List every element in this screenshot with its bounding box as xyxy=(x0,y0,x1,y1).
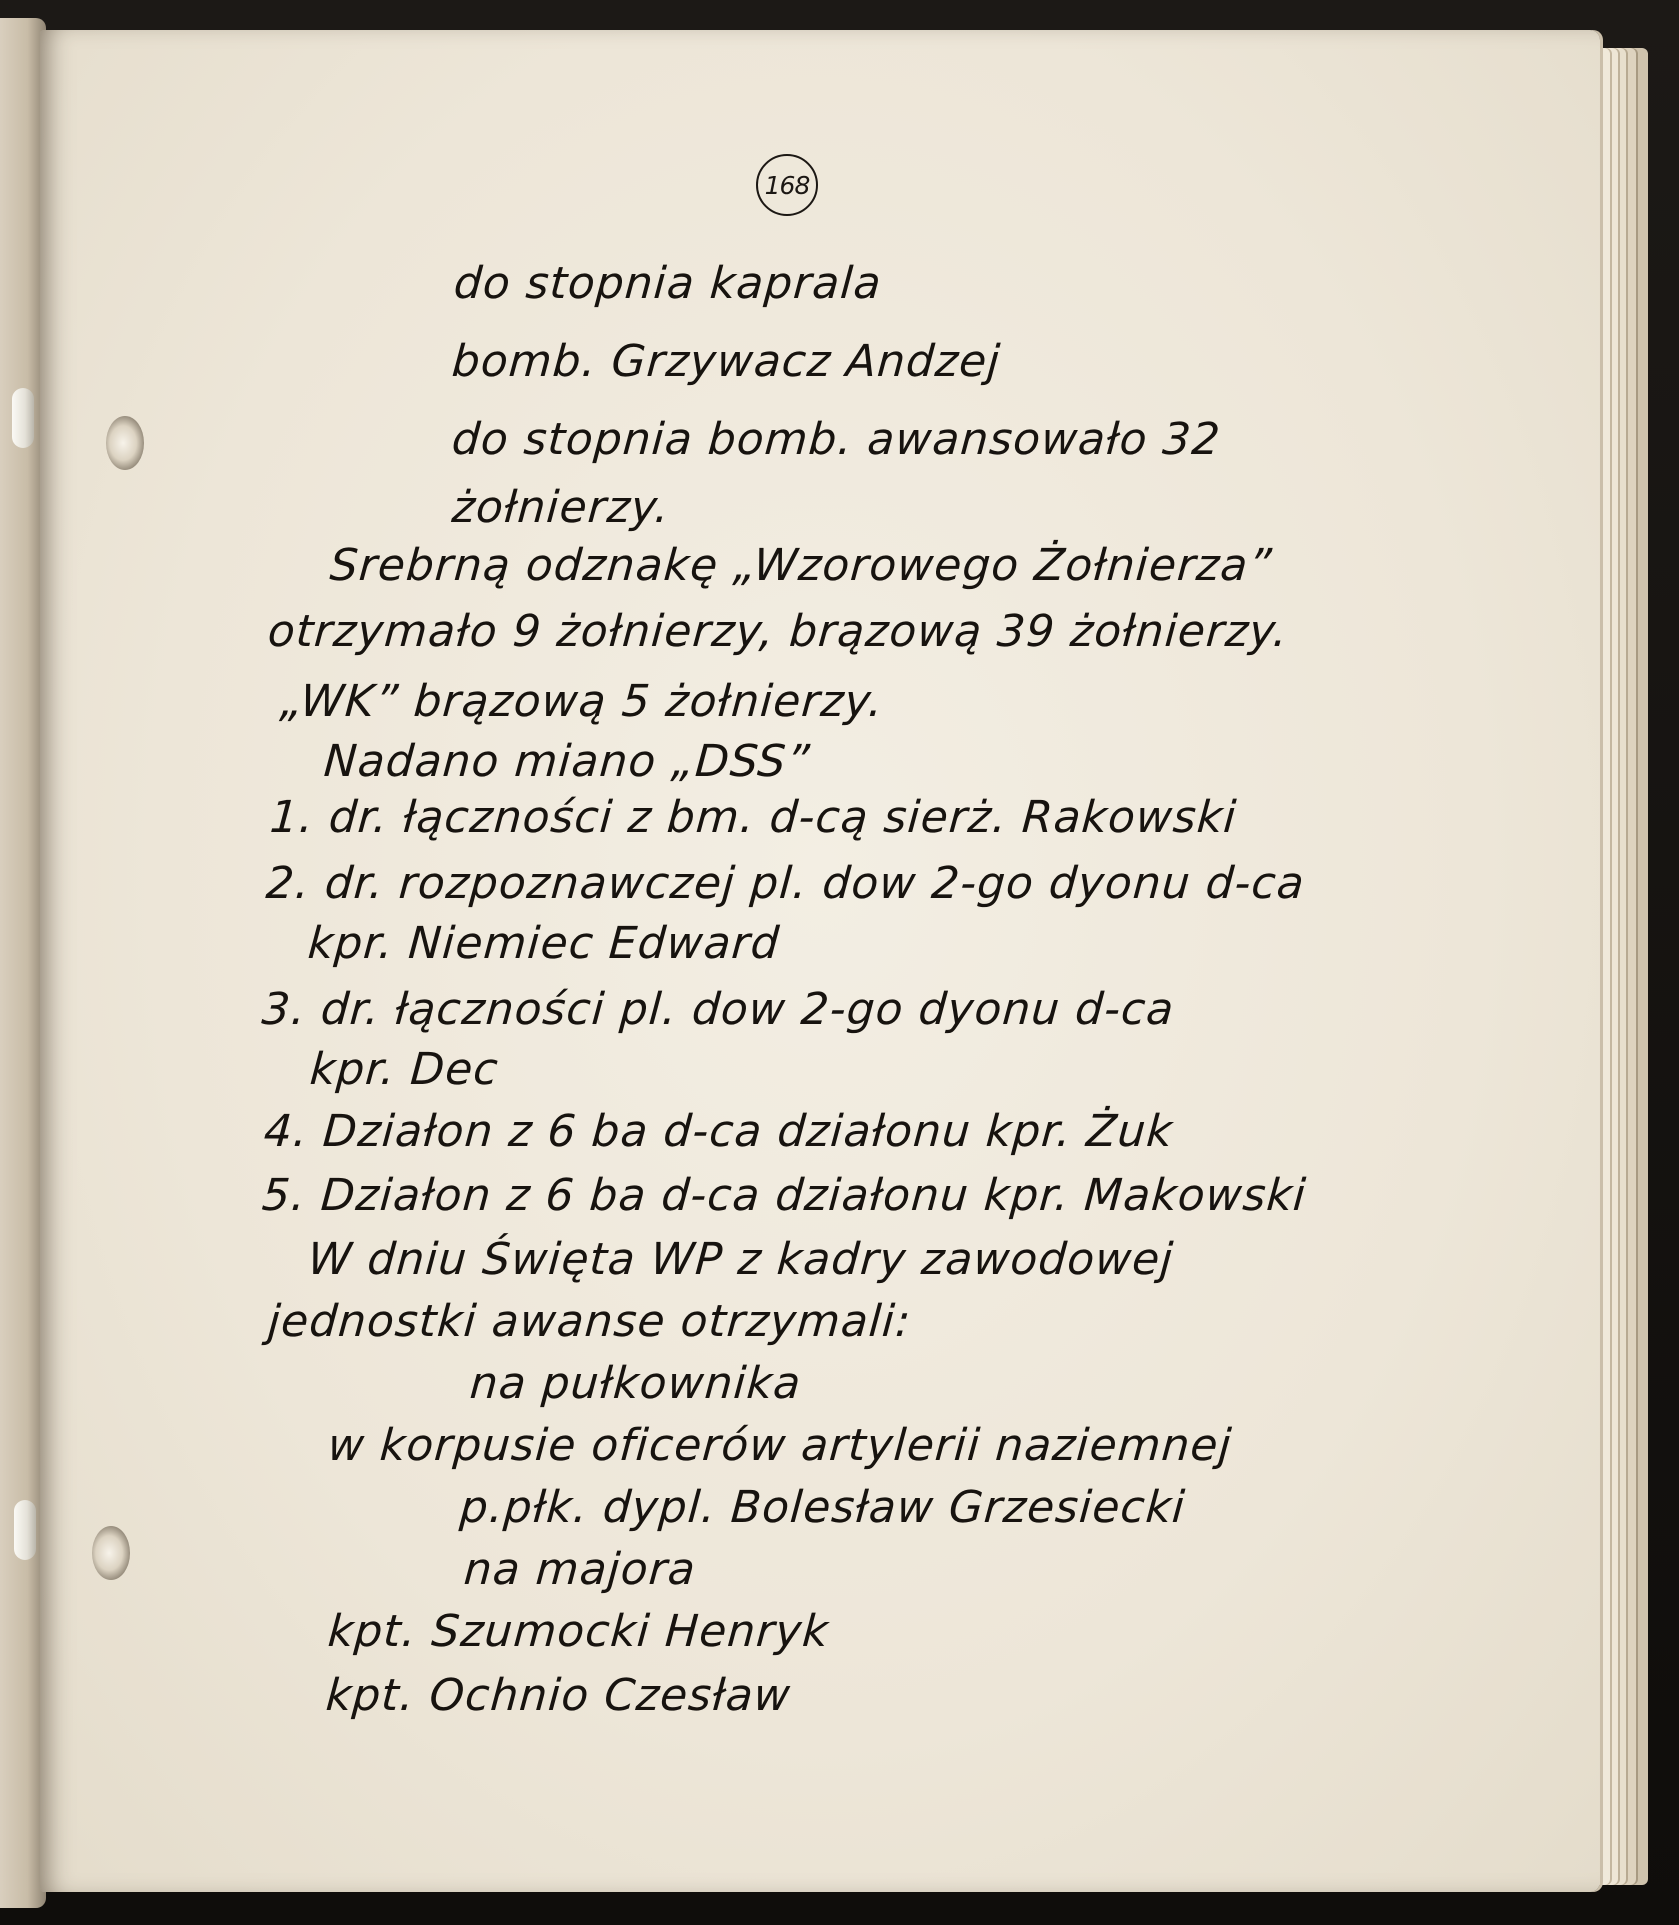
text-line: 1. dr. łączności z bm. d-cą sierż. Rakowski xyxy=(268,792,1239,843)
text-line: jednostki awanse otrzymali: xyxy=(266,1296,913,1347)
text-line: „WK” brązową 5 żołnierzy. xyxy=(278,676,886,727)
text-line: 2. dr. rozpoznawczej pl. dow 2-go dyonu d-ca xyxy=(264,858,1307,909)
text-line: Srebrną odznakę „Wzorowego Żołnierza” xyxy=(328,540,1274,591)
handwritten-page xyxy=(40,30,1600,1892)
text-line: do stopnia kaprala xyxy=(452,258,884,309)
text-line: bomb. Grzywacz Andzej xyxy=(450,336,1003,387)
text-line: W dniu Święta WP z kadry zawodowej xyxy=(306,1234,1176,1285)
text-line: otrzymało 9 żołnierzy, brązową 39 żołnierzy. xyxy=(266,606,1290,657)
binder-ring xyxy=(12,388,34,448)
text-line: żołnierzy. xyxy=(450,482,672,533)
punch-hole xyxy=(92,1526,130,1580)
punch-hole xyxy=(106,416,144,470)
text-line: kpt. Szumocki Henryk xyxy=(326,1606,831,1657)
text-line: kpt. Ochnio Czesław xyxy=(324,1670,793,1721)
binder-ring xyxy=(14,1500,36,1560)
text-line: w korpusie oficerów artylerii naziemnej xyxy=(326,1420,1234,1471)
text-line: Nadano miano „DSS” xyxy=(322,736,812,787)
text-line: kpr. Dec xyxy=(308,1044,501,1095)
text-line: 5. Działon z 6 ba d-ca działonu kpr. Makowski xyxy=(260,1170,1309,1221)
text-line: na majora xyxy=(462,1544,698,1595)
text-line: do stopnia bomb. awansowało 32 xyxy=(450,414,1223,465)
text-line: 3. dr. łączności pl. dow 2-go dyonu d-ca xyxy=(260,984,1177,1035)
text-line: na pułkownika xyxy=(468,1358,804,1409)
page-number: 168 xyxy=(756,154,818,216)
text-line: p.płk. dypl. Bolesław Grzesiecki xyxy=(458,1482,1188,1533)
text-line: 4. Działon z 6 ba d-ca działonu kpr. Żuk xyxy=(262,1106,1175,1157)
text-line: kpr. Niemiec Edward xyxy=(306,918,782,969)
